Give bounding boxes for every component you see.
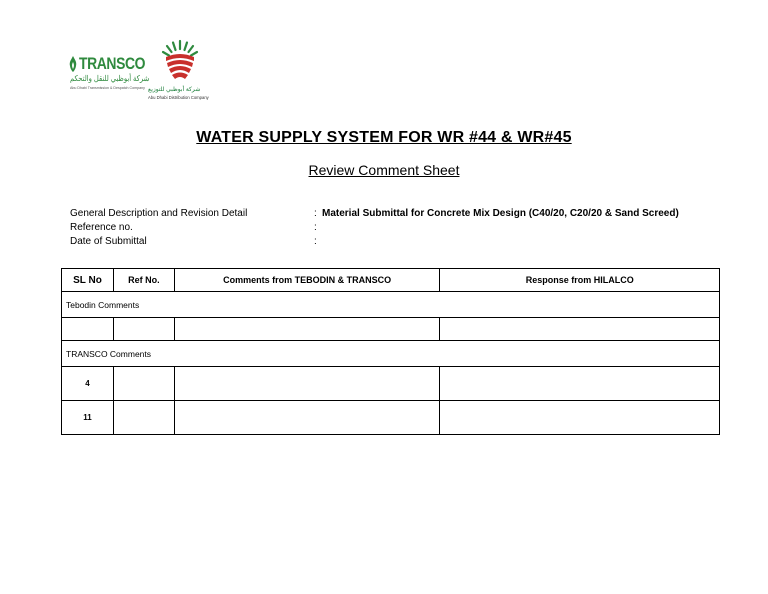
sl-cell: 4 — [62, 367, 114, 401]
date-row — [70, 235, 679, 249]
submittal-info — [70, 207, 679, 249]
ref-cell — [113, 401, 174, 435]
comment-cell — [174, 367, 440, 401]
header-comments: Comments from TEBODIN & TRANSCO — [174, 269, 440, 292]
transco-flame-icon — [68, 56, 78, 72]
reference-row — [70, 221, 679, 235]
table-row — [62, 367, 720, 401]
date-colon: : — [314, 236, 317, 247]
table-header-row — [62, 269, 720, 292]
description-label: General Description and Revision Detail — [70, 208, 248, 219]
sl-cell — [62, 318, 114, 341]
review-comment-table — [61, 268, 720, 435]
section-tebodin-label: Tebodin Comments — [62, 292, 720, 318]
addc-english-name: Abu Dhabi Distribution Company — [148, 95, 209, 100]
description-value: Material Submittal for Concrete Mix Design (C40/20, C20/20 & Sand Screed) — [322, 208, 679, 219]
description-row — [70, 207, 679, 221]
section-transco-label: TRANSCO Comments — [62, 341, 720, 367]
table-row — [62, 401, 720, 435]
response-cell — [440, 367, 720, 401]
addc-emblem-icon — [160, 37, 200, 83]
header-response: Response from HILALCO — [440, 269, 720, 292]
document-title: WATER SUPPLY SYSTEM FOR WR #44 & WR#45 — [196, 129, 572, 146]
description-colon: : — [314, 208, 317, 219]
transco-english-name: Abu Dhabi Transmission & Despatch Company — [70, 86, 145, 90]
addc-logo — [146, 37, 220, 105]
section-row-tebodin — [62, 292, 720, 318]
transco-name: TRANSCO — [79, 54, 146, 73]
reference-colon: : — [314, 222, 317, 233]
comment-cell — [174, 401, 440, 435]
response-cell — [440, 318, 720, 341]
addc-arabic-name: شركة أبوظبي للتوزيع — [148, 87, 201, 93]
section-row-transco — [62, 341, 720, 367]
document-subtitle: Review Comment Sheet — [308, 162, 460, 178]
ref-cell — [113, 367, 174, 401]
sl-cell: 11 — [62, 401, 114, 435]
transco-logo — [68, 54, 148, 98]
ref-cell — [113, 318, 174, 341]
date-label: Date of Submittal — [70, 236, 147, 247]
reference-label: Reference no. — [70, 222, 133, 233]
header-ref-no: Ref No. — [113, 269, 174, 292]
transco-arabic-name: شركة أبوظبي للنقل والتحكم — [70, 74, 150, 83]
header-sl-no: SL No — [62, 269, 114, 292]
table-row — [62, 318, 720, 341]
response-cell — [440, 401, 720, 435]
comment-cell — [174, 318, 440, 341]
